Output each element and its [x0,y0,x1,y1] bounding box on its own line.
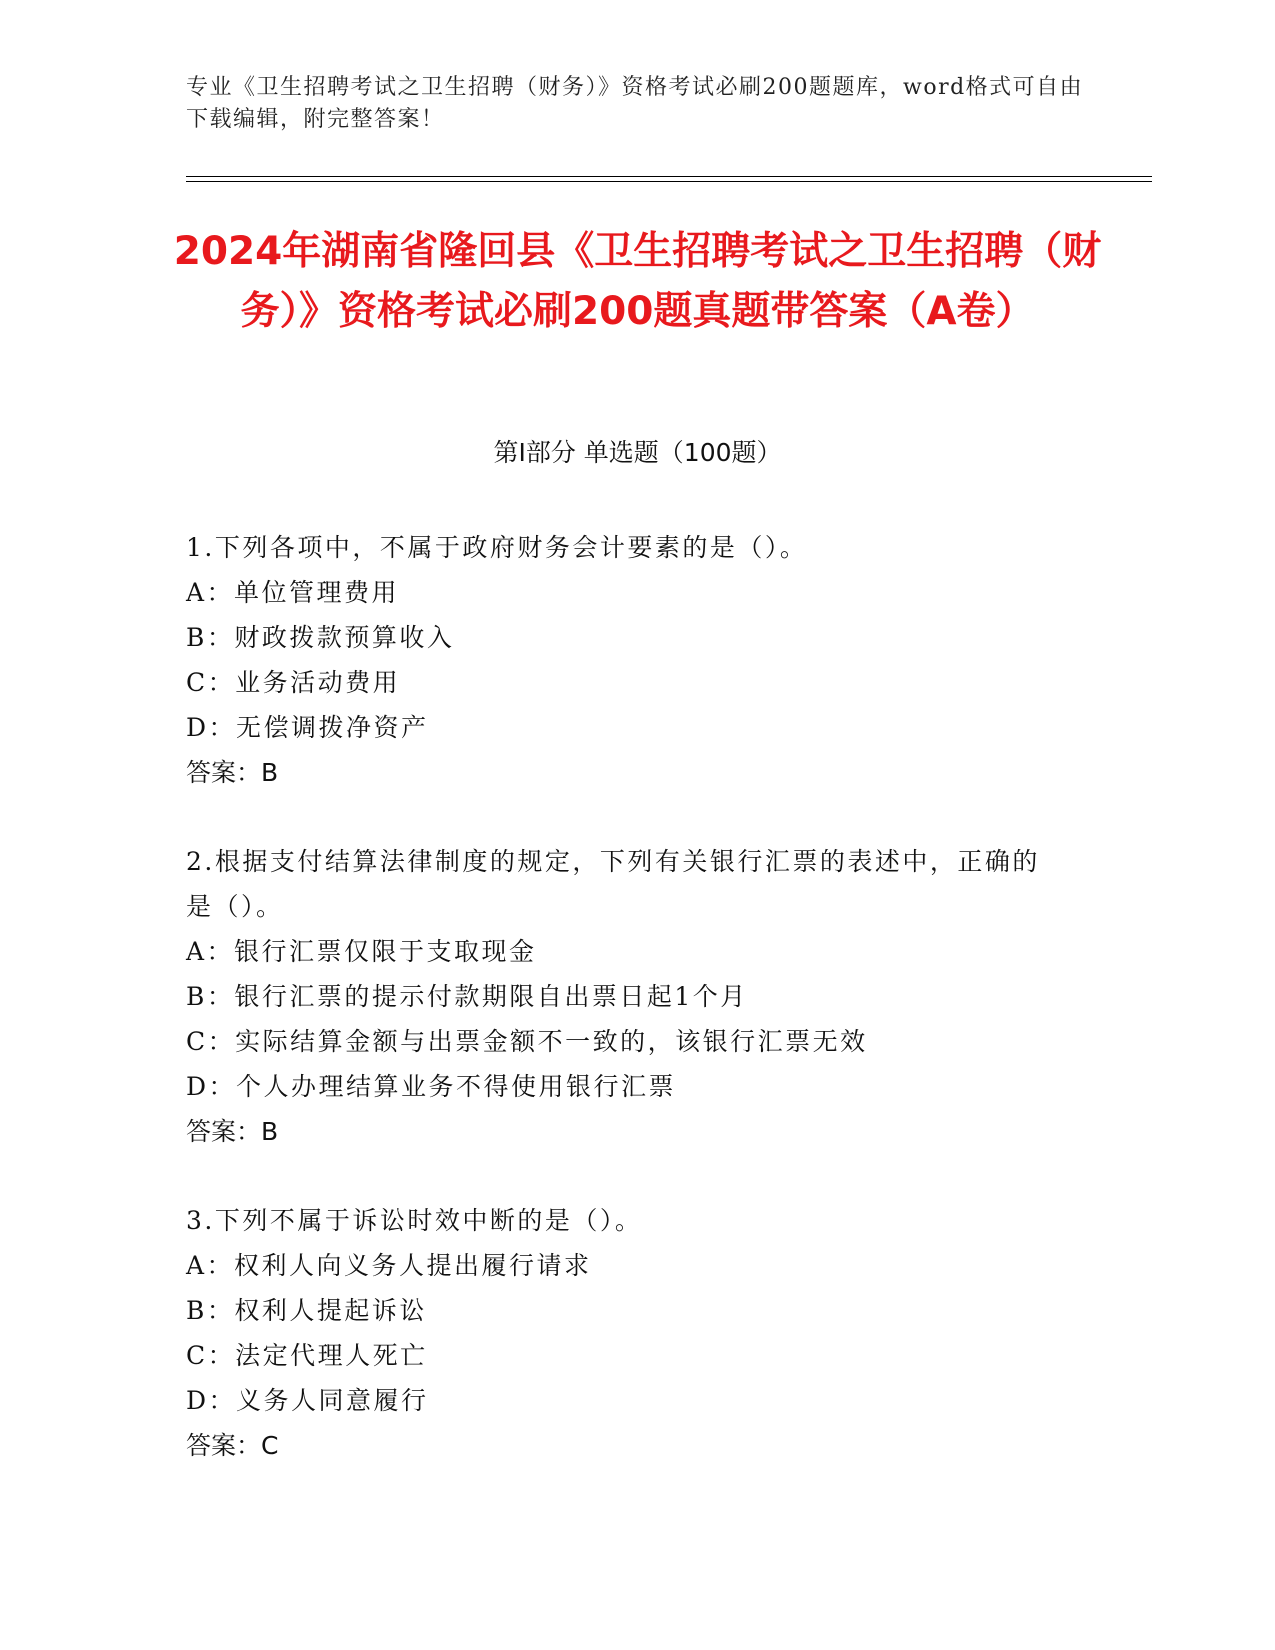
option-a: A：权利人向义务人提出履行请求 [186,1251,592,1280]
option-c: C：法定代理人死亡 [186,1341,428,1370]
option-c: C：业务活动费用 [186,668,401,697]
header-note: 专业《卫生招聘考试之卫生招聘（财务）》资格考试必刷200题题库，word格式可自由下载编辑，附完整答案！ [186,75,1084,132]
question-stem: 1.下列各项中，不属于政府财务会计要素的是（）。 [186,533,808,562]
option-b: B：银行汇票的提示付款期限自出票日起1个月 [186,982,748,1011]
answer: 答案：C [186,1431,279,1460]
option-a: A：单位管理费用 [186,578,400,607]
header-divider-bottom [186,181,1152,182]
option-b: B：财政拨款预算收入 [186,623,455,652]
question-3 [186,1198,1066,1468]
section-heading: 第Ⅰ部分 单选题（100题） [493,438,782,467]
question-1 [186,525,1066,795]
question-2 [186,839,1066,1154]
question-stem: 2.根据支付结算法律制度的规定，下列有关银行汇票的表述中，正确的是（）。 [186,847,1040,921]
option-d: D：义务人同意履行 [186,1386,429,1415]
answer: 答案：B [186,1117,279,1146]
answer: 答案：B [186,758,279,787]
option-b: B：权利人提起诉讼 [186,1296,427,1325]
option-c: C：实际结算金额与出票金额不一致的，该银行汇票无效 [186,1027,868,1056]
option-d: D：无偿调拨净资产 [186,713,429,742]
option-d: D：个人办理结算业务不得使用银行汇票 [186,1072,677,1101]
question-stem: 3.下列不属于诉讼时效中断的是（）。 [186,1206,643,1235]
header-divider-top [186,176,1152,177]
document-title: 2024年湖南省隆回县《卫生招聘考试之卫生招聘（财务）》资格考试必刷200题真题带答案（A卷） [173,229,1102,334]
option-a: A：银行汇票仅限于支取现金 [186,937,537,966]
question-list [186,525,1066,1512]
